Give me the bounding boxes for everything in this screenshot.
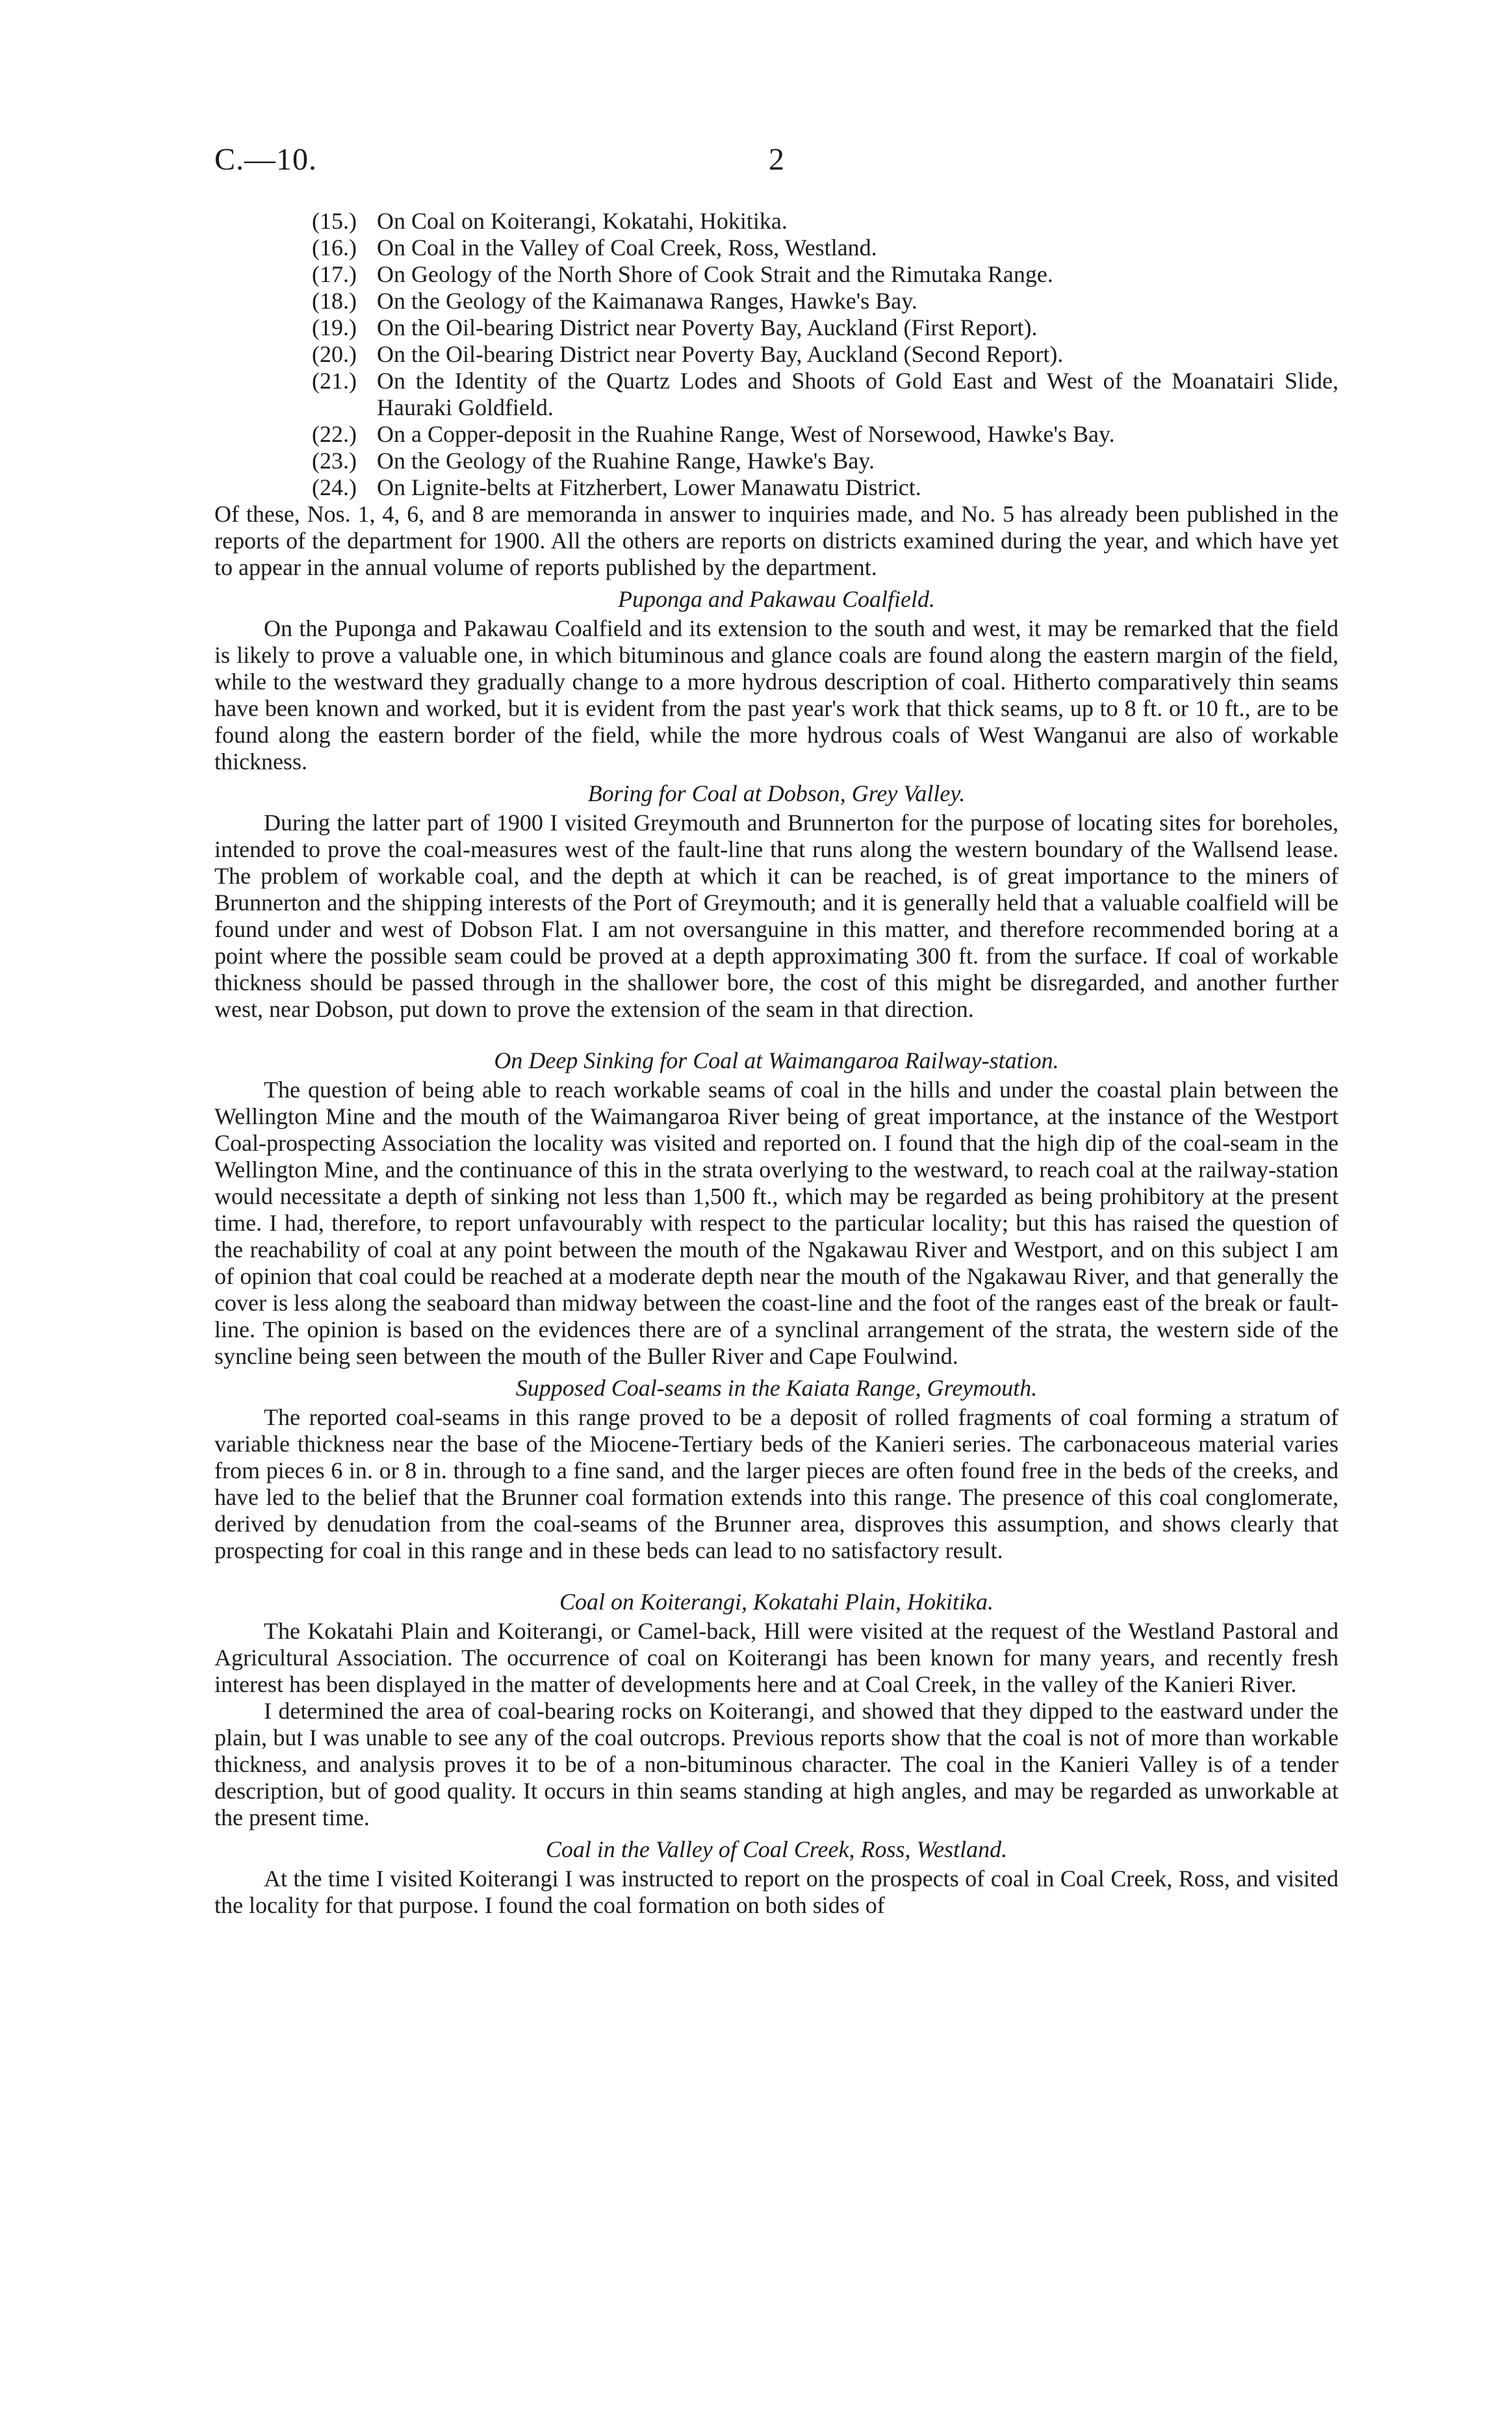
intro-paragraph: Of these, Nos. 1, 4, 6, and 8 are memoranda in answer to inquiries made, and No. 5 has already been published in the reports of the department for 1900. All the others are reports on districts examined during the year, and which have yet to appear in the annual volume of reports published by the department.	[214, 501, 1339, 580]
list-item: (19.) On the Oil-bearing District near Poverty Bay, Auckland (First Report).	[312, 314, 1038, 340]
list-item: (20.) On the Oil-bearing District near Poverty Bay, Auckland (Second Report).	[312, 341, 1064, 367]
list-item: (24.) On Lignite-belts at Fitzherbert, Lower Manawatu District.	[312, 474, 921, 500]
list-item: (21.) On the Identity of the Quartz Lodes and Shoots of Gold East and West of the Moanatairi Slide, Hauraki Goldfield.	[312, 368, 1339, 420]
list-item: (16.) On Coal in the Valley of Coal Creek, Ross, Westland.	[312, 235, 877, 261]
document-body	[214, 208, 1339, 1919]
list-item: (23.) On the Geology of the Ruahine Range, Hawke's Bay.	[312, 448, 875, 474]
list-item: (22.) On a Copper-deposit in the Ruahine Range, West of Norsewood, Hawke's Bay.	[312, 421, 1115, 447]
paragraph: The question of being able to reach workable seams of coal in the hills and under the coastal plain between the Wellington Mine and the mouth of the Waimangaroa River being of great importance, at the instance of the Westport Coal-prospecting Association the locality was visited and reported on. I found that the high dip of the coal-seam in the Wellington Mine, and the continuance of this in the strata overlying to the westward, to reach coal at the railway-station would necessitate a depth of sinking not less than 1,500 ft., which may be regarded as being prohibitory at the present time. I had, therefore, to report unfavourably with respect to the particular locality; but this has raised the question of the reachability of coal at any point between the mouth of the Ngakawau River and Westport, and on this subject I am of opinion that coal could be reached at a moderate depth near the mouth of the Ngakawau River, and that generally the cover is less along the seaboard than midway between the coast-line and the foot of the ranges east of the break or fault-line. The opinion is based on the evidences there are of a synclinal arrangement of the strata, the western side of the syncline being seen between the mouth of the Buller River and Cape Foulwind.	[214, 1077, 1339, 1369]
section-heading-kaiata: Supposed Coal-seams in the Kaiata Range, Greymouth.	[515, 1375, 1038, 1401]
list-item: (18.) On the Geology of the Kaimanawa Ranges, Hawke's Bay.	[312, 288, 917, 314]
report-list	[312, 208, 1339, 501]
section-heading-waimangaroa: On Deep Sinking for Coal at Waimangaroa Railway-station.	[494, 1047, 1059, 1073]
section-heading-koiterangi: Coal on Koiterangi, Kokatahi Plain, Hokitika.	[559, 1589, 993, 1615]
paragraph: The reported coal-seams in this range proved to be a deposit of rolled fragments of coal forming a stratum of variable thickness near the base of the Miocene-Tertiary beds of the Kanieri series. The carbonaceous material varies from pieces 6 in. or 8 in. through to a fine sand, and the larger pieces are often found free in the beds of the creeks, and have led to the belief that the Brunner coal formation extends into this range. The presence of this coal conglomerate, derived by denudation from the coal-seams of the Brunner area, disproves this assumption, and shows clearly that prospecting for coal in this range and in these beds can lead to no satisfactory result.	[214, 1404, 1339, 1563]
running-head: C.—10.	[214, 142, 318, 177]
page-number: 2	[769, 142, 784, 177]
paragraph: During the latter part of 1900 I visited Greymouth and Brunnerton for the purpose of locating sites for boreholes, intended to prove the coal-measures west of the fault-line that runs along the western boundary of the Wallsend lease. The problem of workable coal, and the depth at which it can be reached, is of great importance to the miners of Brunnerton and the shipping interests of the Port of Greymouth; and it is generally held that a valuable coalfield will be found under and west of Dobson Flat. I am not oversanguine in this matter, and therefore recommended boring at a point where the possible seam could be proved at a depth approximating 300 ft. from the surface. If coal of workable thickness should be passed through in the shallower bore, the cost of this might be disregarded, and another further west, near Dobson, put down to prove the extension of the seam in that direction.	[214, 810, 1339, 1022]
paragraph: I determined the area of coal-bearing rocks on Koiterangi, and showed that they dipped to the eastward under the plain, but I was unable to see any of the coal outcrops. Previous reports show that the coal is not of more than workable thickness, and analysis proves it to be of a non-bituminous character. The coal in the Kanieri Valley is of a tender description, but of good quality. It occurs in thin seams standing at high angles, and may be regarded as unworkable at the present time.	[214, 1698, 1339, 1830]
list-item: (15.) On Coal on Koiterangi, Kokatahi, Hokitika.	[312, 208, 788, 234]
section-heading-dobson: Boring for Coal at Dobson, Grey Valley.	[587, 780, 966, 806]
section-heading-puponga: Puponga and Pakawau Coalfield.	[618, 586, 935, 612]
section-heading-coal-creek: Coal in the Valley of Coal Creek, Ross, Westland.	[545, 1836, 1008, 1862]
paragraph: The Kokatahi Plain and Koiterangi, or Camel-back, Hill were visited at the request of the Westland Pastoral and Agricultural Association. The occurrence of coal on Koiterangi has been known for many years, and recently fresh interest has been displayed in the matter of developments here and at Coal Creek, in the valley of the Kanieri River.	[214, 1618, 1339, 1697]
paragraph: On the Puponga and Pakawau Coalfield and its extension to the south and west, it may be remarked that the field is likely to prove a valuable one, in which bituminous and glance coals are found along the eastern margin of the field, while to the westward they gradually change to a more hydrous description of coal. Hitherto comparatively thin seams have been known and worked, but it is evident from the past year's work that thick seams, up to 8 ft. or 10 ft., are to be found along the eastern border of the field, while the more hydrous coals of West Wanganui are also of workable thickness.	[214, 615, 1339, 775]
list-item: (17.) On Geology of the North Shore of Cook Strait and the Rimutaka Range.	[312, 261, 1053, 287]
paragraph: At the time I visited Koiterangi I was instructed to report on the prospects of coal in Coal Creek, Ross, and visited the locality for that purpose. I found the coal formation on both sides of	[214, 1866, 1339, 1918]
